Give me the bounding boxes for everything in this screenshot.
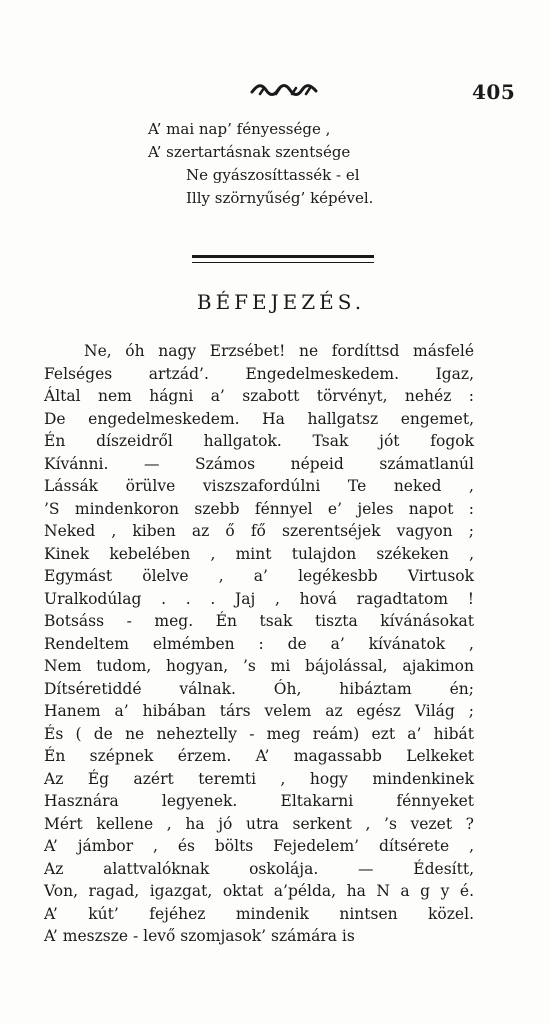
- body-line: Dítséretiddé válnak. Óh, hibáztam én;: [44, 679, 474, 698]
- body-line: De engedelmeskedem. Ha hallgatsz engemet,: [44, 409, 474, 428]
- body-line: Az Ég azért teremti , hogy mindenkinek: [44, 769, 474, 788]
- body-line: Mért kellene , ha jó utra serkent , ’s vezet ?: [44, 814, 474, 833]
- body-line: Hasznára legyenek. Eltakarni fénnyeket: [44, 792, 474, 810]
- body-line: Én szépnek érzem. A’ magassabb Lelkeket: [44, 747, 474, 765]
- verse-line: A’ szertartásnak szentsége: [148, 143, 351, 161]
- body-line: Ne, óh nagy Erzsébet! ne fordíttsd másfelé: [84, 342, 474, 360]
- body-line: A’ kút’ fejéhez mindenik nintsen közel.: [44, 904, 474, 923]
- body-line: Felséges artzád’. Engedelmeskedem. Igaz,: [44, 364, 474, 383]
- verse-line: A’ mai nap’ fényessége ,: [148, 120, 331, 138]
- verse-line: Illy szörnyűség’ képével.: [186, 189, 374, 207]
- body-line: ’S mindenkoron szebb fénnyel e’ jeles napot :: [44, 499, 474, 518]
- body-line: A’ jámbor , és bölts Fejedelem’ dítsérete ,: [44, 837, 474, 855]
- body-line: Rendeltem elmémben : de a’ kívánatok ,: [44, 634, 474, 653]
- body-line: Által nem hágni a’ szabott törvényt, nehéz :: [44, 387, 474, 405]
- body-line: Uralkodúlag . . . Jaj , hová ragadtatom !: [44, 589, 474, 608]
- body-line: Botsáss - meg. Én tsak tiszta kívánásokat: [44, 612, 474, 630]
- body-line: És ( de ne neheztelly - meg reám) ezt a’ hibát: [44, 724, 474, 743]
- body-line: Kinek kebelében , mint tulajdon székeken ,: [44, 544, 474, 563]
- section-title: BÉFEJEZÉS.: [196, 290, 366, 314]
- body-line: Az alattvalóknak oskolája. — Édesítt,: [44, 859, 474, 878]
- body-line: Von, ragad, igazgat, oktat a’példa, ha N a g y é.: [44, 882, 474, 900]
- body-line: Lássák örülve viszszafordúlni Te neked ,: [44, 477, 474, 495]
- section-divider-thick: [192, 255, 374, 258]
- body-line: Nem tudom, hogyan, ’s mi bájolással, ajakimon: [44, 657, 474, 675]
- body-line: Kívánni. — Számos népeid számatlanúl: [44, 454, 474, 473]
- page-number: 405: [472, 80, 516, 104]
- body-line: A’ meszsze - levő szomjasok’ számára is: [44, 927, 355, 945]
- body-line: Én díszeidről hallgatok. Tsak jót fogok: [44, 432, 474, 450]
- section-divider-thin: [192, 262, 374, 263]
- body-text: [44, 340, 474, 948]
- body-line: Egymást ölelve , a’ legékesbb Virtusok: [44, 567, 474, 585]
- body-line: Neked , kiben az ő fő szerentséjek vagyon ;: [44, 522, 474, 540]
- wavy-ornament-icon: [250, 82, 320, 98]
- verse-line: Ne gyászosíttassék - el: [186, 166, 360, 184]
- body-line: Hanem a’ hibában társ velem az egész Világ ;: [44, 702, 474, 720]
